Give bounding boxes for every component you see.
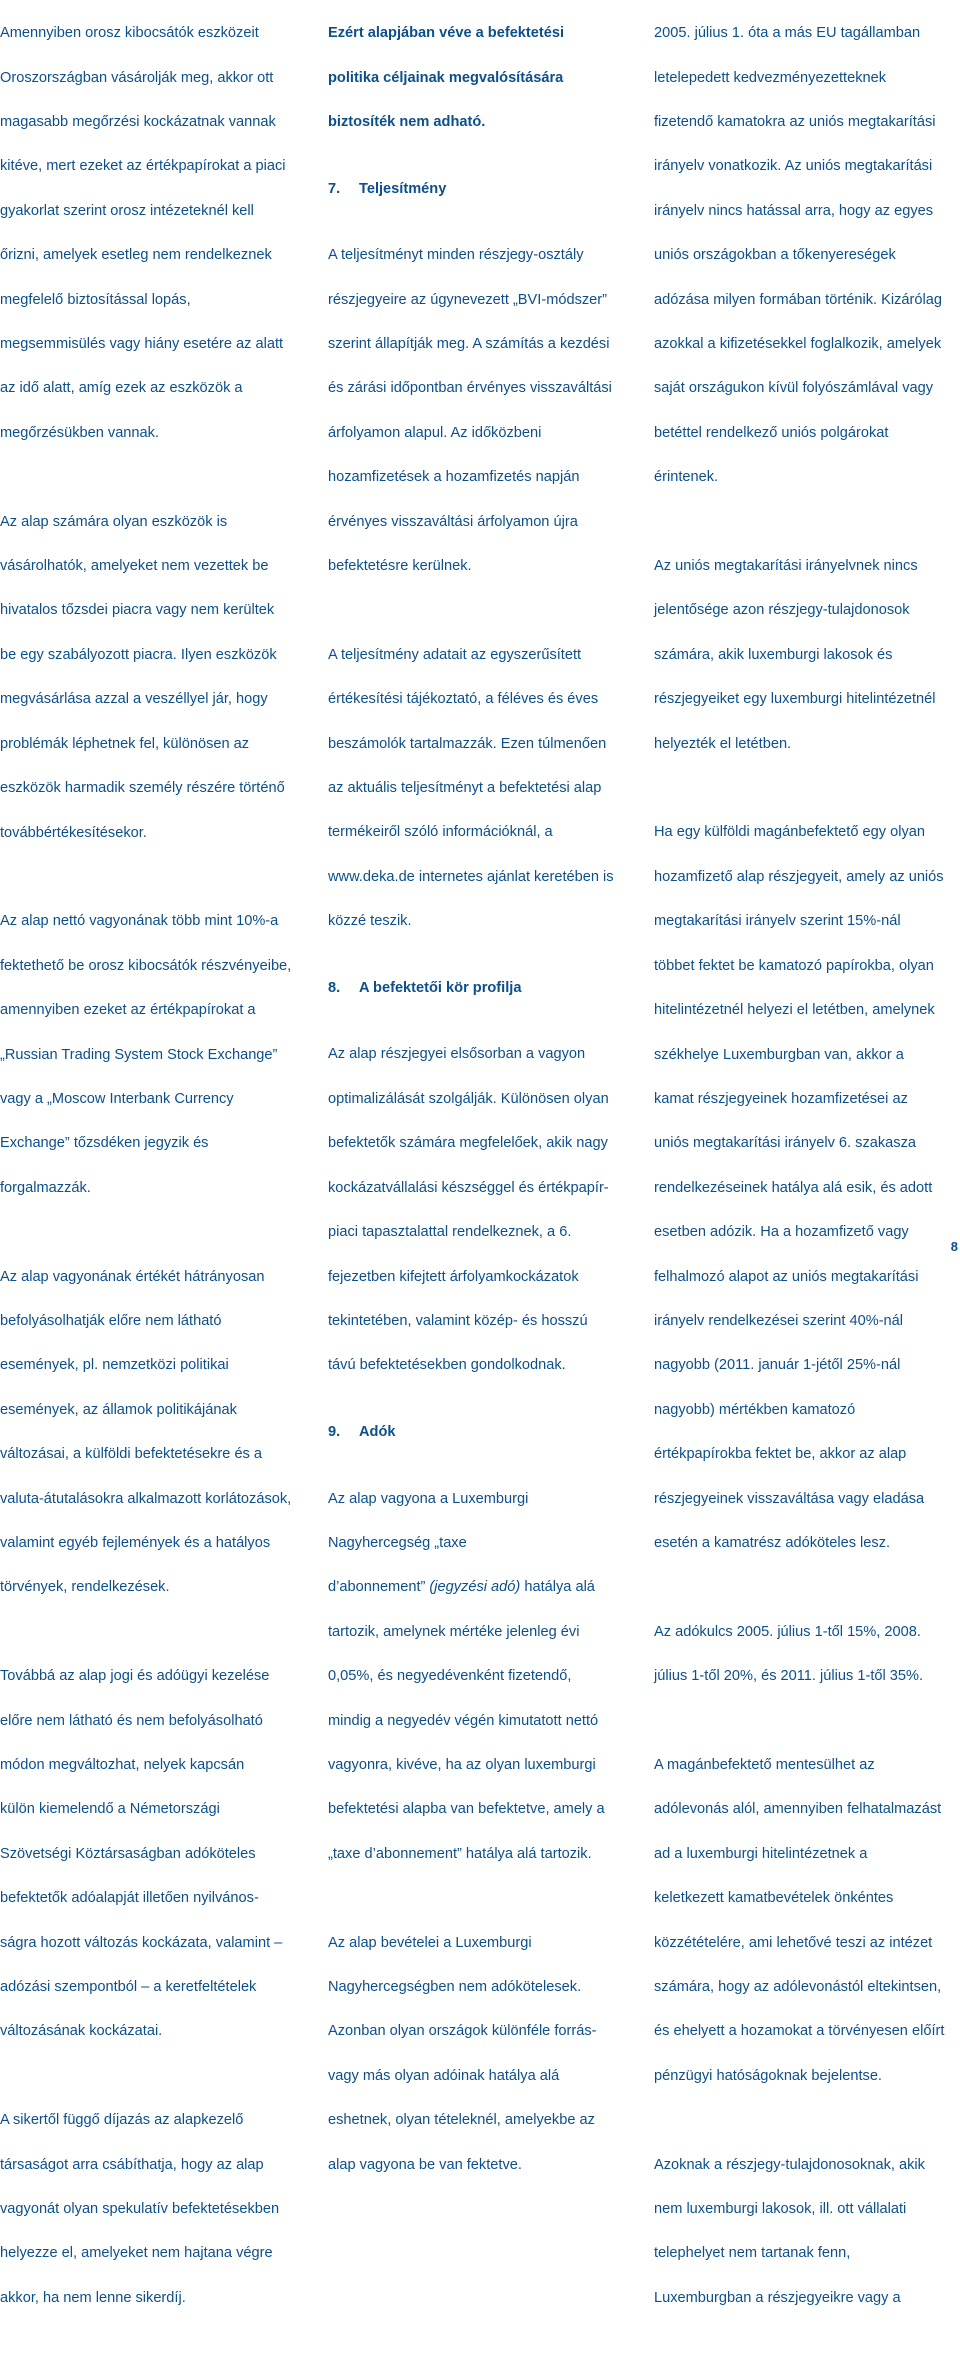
text-line: Az alap vagyona a Luxemburgi — [328, 1490, 529, 1507]
text-line: árfolyamon alapul. Az időközbeni — [328, 424, 542, 441]
text-line: fejezetben kifejtett árfolyamkockázatok — [328, 1268, 579, 1285]
text-line: Az alap részjegyei elsősorban a vagyon — [328, 1046, 586, 1063]
paragraph — [654, 1732, 960, 2109]
text-line: megfelelő biztosítással lopás, — [0, 291, 191, 308]
section-title: A befektetői kör profilja — [359, 979, 522, 996]
section-number: 9. — [328, 1423, 341, 1440]
paragraph — [654, 533, 960, 777]
text-line: saját országukon kívül folyószámlával vagy — [654, 380, 934, 397]
text-line: részjegyeire az úgynevezett „BVI-módszer” — [328, 291, 608, 308]
section-heading-performance — [328, 178, 638, 200]
paragraph — [0, 488, 310, 865]
text-line: adózási szempontból – a keretfeltételek — [0, 1979, 257, 1996]
text-line: társaságot arra csábíthatja, hogy az alap — [0, 2156, 264, 2173]
paragraph — [654, 0, 960, 511]
text-line: jelentősége azon részjegy-tulajdonosok — [654, 602, 910, 619]
text-line: és zárási időpontban érvényes visszaváltási — [328, 380, 612, 397]
text-line: és ehelyett a hozamokat a törvényesen előírt — [654, 2023, 945, 2040]
text-line: részjegyeinek visszaváltása vagy eladása — [654, 1490, 925, 1507]
text-line: alap vagyona be van fektetve. — [328, 2156, 522, 2173]
text-line: kitéve, mert ezeket az értékpapírokat a piaci — [0, 158, 286, 175]
text-line: az aktuális teljesítményt a befektetési alap — [328, 780, 602, 797]
paragraph — [0, 888, 310, 1221]
text-line: „taxe d’abonnement” hatálya alá tartozik. — [328, 1845, 592, 1862]
text-line: valamint egyéb fejlemények és a hatályos — [0, 1534, 271, 1551]
text-line: fektethető be orosz kibocsátók részvényeibe, — [0, 957, 292, 974]
text-line: kamat részjegyeinek hozamfizetései az — [654, 1090, 908, 1107]
paragraph — [328, 1021, 638, 1398]
text-line: biztosíték nem adható. — [328, 114, 486, 131]
text-line: betéttel rendelkező uniós polgárokat — [654, 424, 889, 441]
paragraph — [328, 1465, 638, 1887]
paragraph — [654, 799, 960, 1576]
text-line: pénzügyi hatóságoknak bejelentse. — [654, 2067, 882, 2084]
text-line: letelepedett kedvezményezetteknek — [654, 69, 887, 86]
paragraph — [0, 1643, 310, 2065]
text-line: helyezze el, amelyeket nem hajtana végre — [0, 2245, 273, 2262]
text-line: Exchange” tőzsdéken jegyzik és — [0, 1135, 209, 1152]
text-line: őrizni, amelyek esetleg nem rendelkeznek — [0, 247, 272, 264]
text-line: Azoknak a részjegy-tulajdonosoknak, akik — [654, 2156, 925, 2173]
text-line: részjegyeiket egy luxemburgi hitelintézetnél — [654, 691, 936, 708]
text-line: be egy szabályozott piacra. Ilyen eszközök — [0, 646, 277, 663]
text-line: többet fektet be kamatozó papírokba, olyan — [654, 957, 934, 974]
text-line: „Russian Trading System Stock Exchange” — [0, 1046, 278, 1063]
text-line: érintenek. — [654, 469, 719, 486]
text-line: hozamfizetések a hozamfizetés napján — [328, 469, 580, 486]
text-line: vagy a „Moscow Interbank Currency — [0, 1090, 234, 1107]
text-line: szerint állapítják meg. A számítás a kezdési — [328, 336, 610, 353]
text-line: Ezért alapjában véve a befektetési — [328, 25, 565, 42]
paragraph — [0, 0, 310, 466]
text-line: valuta-átutalásokra alkalmazott korlátozások, — [0, 1490, 292, 1507]
text-line: vagy más olyan adóinak hatálya alá — [328, 2067, 560, 2084]
paragraph — [328, 222, 638, 599]
text-line: Az alap nettó vagyonának több mint 10%-a — [0, 913, 279, 930]
text-line: uniós megtakarítási irányelv 6. szakasza — [654, 1135, 916, 1152]
text-line: Továbbá az alap jogi és adóügyi kezelése — [0, 1668, 270, 1685]
text-line: akkor, ha nem lenne sikerdíj. — [0, 2289, 186, 2306]
section-title: Teljesítmény — [359, 180, 447, 197]
text-line: hivatalos tőzsdei piacra vagy nem kerültek — [0, 602, 275, 619]
text-line: magasabb megőrzési kockázatnak vannak — [0, 114, 276, 131]
text-line: megtakarítási irányelv szerint 15%-nál — [654, 913, 901, 930]
text-line: beszámolók tartalmazzák. Ezen túlmenően — [328, 735, 607, 752]
text-line: változásának kockázatai. — [0, 2023, 163, 2040]
text-line: keletkezett kamatbevételek önkéntes — [654, 1890, 894, 1907]
text-line: problémák léphetnek fel, különösen az — [0, 735, 250, 752]
text-line: Ha egy külföldi magánbefektető egy olyan — [654, 824, 925, 841]
text-line: Az alap vagyonának értékét hátrányosan — [0, 1268, 265, 1285]
text-line: befektetők számára megfelelőek, akik nagy — [328, 1135, 608, 1152]
text-line: nagyobb) mértékben kamatozó — [654, 1401, 856, 1418]
text-line: irányelv rendelkezései szerint 40%-nál — [654, 1312, 904, 1329]
text-line: Oroszországban vásárolják meg, akkor ott — [0, 69, 274, 86]
text-line: számára, akik luxemburgi lakosok és — [654, 646, 893, 663]
text-line: számára, hogy az adólevonástól eltekintsen, — [654, 1979, 942, 1996]
text-line: továbbértékesítésekor. — [0, 824, 147, 841]
text-line: vagyonra, kivéve, ha az olyan luxemburgi — [328, 1756, 596, 1773]
text-line: gyakorlat szerint orosz intézeteknél kell — [0, 202, 254, 219]
text-segment: d’abonnement” — [328, 1579, 430, 1596]
text-line: befektetők adóalapját illetően nyilvános- — [0, 1890, 259, 1907]
paragraph — [0, 2087, 310, 2331]
paragraph — [654, 1599, 960, 1710]
text-line: A sikertől függő díjazás az alapkezelő — [0, 2112, 244, 2129]
column-right — [654, 0, 960, 2353]
text-line: A teljesítmény adatait az egyszerűsített — [328, 646, 582, 663]
page-number: 8 — [950, 1239, 958, 1254]
text-line: megsemmisülés vagy hiány esetére az alatt — [0, 336, 284, 353]
text-line: vásárolhatók, amelyeket nem vezettek be — [0, 558, 269, 575]
paragraph — [328, 1909, 638, 2198]
text-line: értékpapírokba fektet be, akkor az alap — [654, 1446, 907, 1463]
text-line: Az uniós megtakarítási irányelvnek nincs — [654, 558, 918, 575]
text-line: adólevonás alól, amennyiben felhatalmazást — [654, 1801, 942, 1818]
text-line: felhalmozó alapot az uniós megtakarítási — [654, 1268, 919, 1285]
text-line: kockázatvállalási készséggel és értékpapír- — [328, 1179, 609, 1196]
text-line: A magánbefektető mentesülhet az — [654, 1756, 875, 1773]
text-line: tartozik, amelynek mértéke jelenleg évi — [328, 1623, 580, 1640]
text-line: módon megváltozhat, nelyek kapcsán — [0, 1756, 245, 1773]
text-line: optimalizálását szolgálják. Különösen olyan — [328, 1090, 609, 1107]
text-line: előre nem látható és nem befolyásolható — [0, 1712, 263, 1729]
text-line: forgalmazzák. — [0, 1179, 91, 1196]
text-line: eszközök harmadik személy részére történő — [0, 780, 285, 797]
paragraph — [654, 2131, 960, 2331]
text-line: július 1-től 20%, és 2011. július 1-től 35%. — [654, 1668, 924, 1685]
text-line: befolyásolhatják előre nem látható — [0, 1312, 222, 1329]
text-line: eshetnek, olyan tételeknél, amelyekbe az — [328, 2112, 595, 2129]
text-line: Luxemburgban a részjegyeikre vagy a — [654, 2289, 901, 2306]
text-line: érvényes visszaváltási árfolyamon újra — [328, 513, 578, 530]
text-line: 0,05%, és negyedévenként fizetendő, — [328, 1668, 572, 1685]
text-line: esetben adózik. Ha a hozamfizető vagy — [654, 1224, 909, 1241]
paragraph — [0, 1243, 310, 1620]
text-line: befektetési alapba van befektetve, amely a — [328, 1801, 605, 1818]
text-line: uniós országokban a tőkenyereségek — [654, 247, 896, 264]
text-line: irányelv nincs hatással arra, hogy az egyes — [654, 202, 934, 219]
text-line: Azonban olyan országok különféle forrás- — [328, 2023, 597, 2040]
text-line: Amennyiben orosz kibocsátók eszközeit — [0, 25, 259, 42]
text-line: események, pl. nemzetközi politikai — [0, 1357, 229, 1374]
text-line: piaci tapasztalattal rendelkeznek, a 6. — [328, 1224, 572, 1241]
section-heading-investor-profile — [328, 977, 638, 999]
text-line: A teljesítményt minden részjegy-osztály — [328, 247, 584, 264]
text-line: közzétételére, ami lehetővé teszi az intézet — [654, 1934, 933, 1951]
text-line: törvények, rendelkezések. — [0, 1579, 170, 1596]
text-line: az idő alatt, amíg ezek az eszközök a — [0, 380, 243, 397]
text-line: közzé teszik. — [328, 913, 412, 930]
text-line: ad a luxemburgi hitelintézetnek a — [654, 1845, 868, 1862]
text-line: hitelintézetnél helyezi el letétben, amelynek — [654, 1002, 935, 1019]
column-middle — [328, 0, 638, 2220]
text-line: Nagyhercegség „taxe — [328, 1534, 467, 1551]
text-line: Nagyhercegségben nem adókötelesek. — [328, 1978, 582, 1995]
text-line: telephelyet nem tartanak fenn, — [654, 2245, 851, 2262]
text-line: megőrzésükben vannak. — [0, 424, 160, 441]
text-line: események, az államok politikájának — [0, 1401, 237, 1418]
text-line: befektetésre kerülnek. — [328, 558, 472, 575]
text-line: www.deka.de internetes ajánlat keretében is — [328, 868, 614, 885]
text-line: ságra hozott változás kockázata, valamint – — [0, 1934, 283, 1951]
text-line: rendelkezéseinek hatálya alá esik, és adott — [654, 1179, 933, 1196]
text-line: azokkal a kifizetésekkel foglalkozik, amelyek — [654, 336, 942, 353]
section-title: Adók — [359, 1423, 396, 1440]
paragraph — [328, 622, 638, 955]
text-line: változásai, a külföldi befektetésekre és a — [0, 1446, 263, 1463]
text-line: nem luxemburgi lakosok, ill. ott vállalati — [654, 2201, 907, 2218]
text-segment: hatálya alá — [520, 1579, 595, 1596]
intro-bold-paragraph — [328, 0, 638, 155]
text-line: értékesítési tájékoztató, a féléves és éves — [328, 691, 599, 708]
text-line: 2005. július 1. óta a más EU tagállamban — [654, 25, 921, 42]
text-line: adózása milyen formában történik. Kizárólag — [654, 291, 942, 308]
text-line: vagyonát olyan spekulatív befektetésekben — [0, 2201, 280, 2218]
text-line: politika céljainak megvalósítására — [328, 69, 564, 86]
text-line: nagyobb (2011. január 1-jétől 25%-nál — [654, 1357, 901, 1374]
text-line: Az alap számára olyan eszközök is — [0, 513, 228, 530]
text-line: tekintetében, valamint közép- és hosszú — [328, 1312, 588, 1329]
text-line: fizetendő kamatokra az uniós megtakarítási — [654, 114, 936, 131]
text-line: Szövetségi Köztársaságban adóköteles — [0, 1845, 256, 1862]
text-line: helyezték el letétben. — [654, 735, 792, 752]
text-line: esetén a kamatrész adóköteles lesz. — [654, 1534, 891, 1551]
text-line: termékeiről szóló információknál, a — [328, 824, 553, 841]
text-line: amennyiben ezeket az értékpapírokat a — [0, 1002, 256, 1019]
text-line — [328, 1576, 638, 1598]
text-line: irányelv vonatkozik. Az uniós megtakarítási — [654, 158, 933, 175]
text-line: megvásárlása azzal a veszéllyel jár, hogy — [0, 691, 268, 708]
text-line: külön kiemelendő a Németországi — [0, 1801, 220, 1818]
section-heading-taxes — [328, 1421, 638, 1443]
text-line: hozamfizető alap részjegyeit, amely az uniós — [654, 868, 944, 885]
section-number: 8. — [328, 979, 341, 996]
text-line: Az alap bevételei a Luxemburgi — [328, 1934, 532, 1951]
column-left — [0, 0, 310, 2353]
text-line: Az adókulcs 2005. július 1-től 15%, 2008. — [654, 1623, 921, 1640]
section-number: 7. — [328, 180, 341, 197]
text-line: székhelye Luxemburgban van, akkor a — [654, 1046, 904, 1063]
text-line: mindig a negyedév végén kimutatott nettó — [328, 1712, 599, 1729]
italic-term: (jegyzési adó) — [429, 1579, 521, 1596]
text-line: távú befektetésekben gondolkodnak. — [328, 1357, 566, 1374]
